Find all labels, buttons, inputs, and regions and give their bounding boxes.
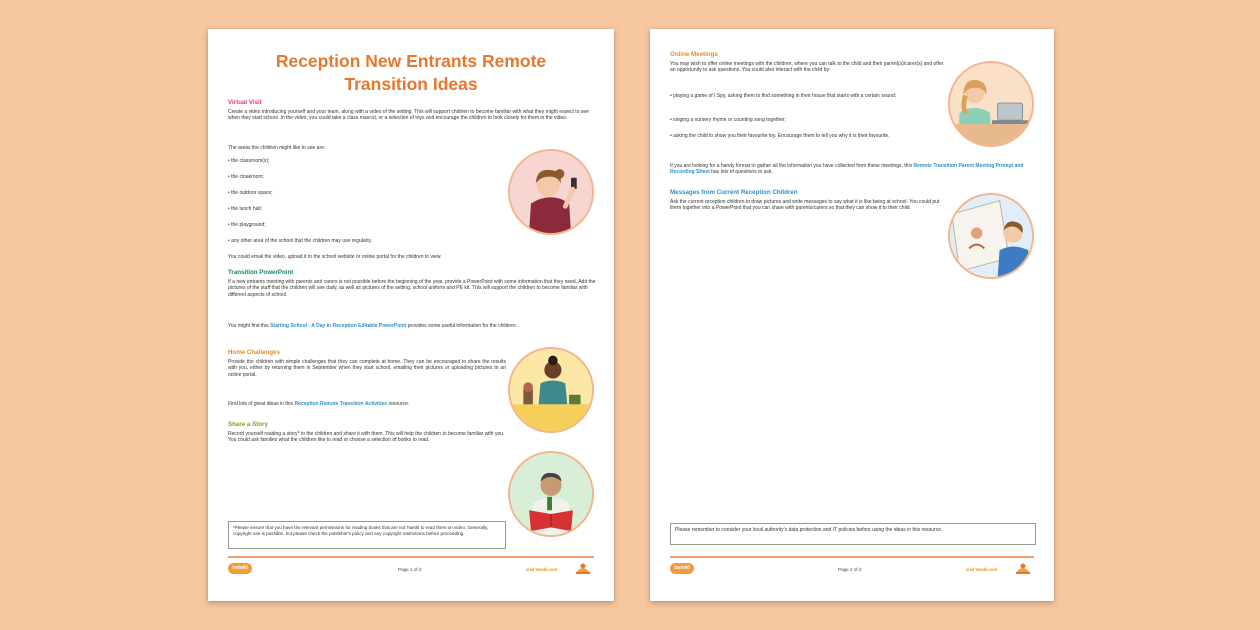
bullet-item: • playing a game of I Spy, asking them to find something in their house that starts with a certain sound; <box>670 93 897 99</box>
page-title-line-1: Reception New Entrants Remote <box>275 51 547 71</box>
safeguarding-note-box: Please remember to consider your local authority's data protection and IT policies before using the ideas in this resource. <box>670 523 1036 545</box>
twinkl-logo: twinkl <box>228 563 252 574</box>
footer-url: visit twinkl.com <box>526 567 558 572</box>
parent-meeting-prompt-link[interactable]: Remote Transition Parent Meeting Prompt and Recording Sheet <box>670 163 1024 176</box>
page-number: Page 1 of 2 <box>398 567 422 572</box>
reading-book-icon <box>510 453 592 535</box>
heading-share-a-story: Share a Story <box>228 421 268 428</box>
document-page-2 <box>650 29 1054 601</box>
home-challenges-text: Provide the children with simple challenges that they can complete at home. They can be encouraged to share the results with you, either by returning them in September when they start school, emailing their pictures or uploading pictures to an online portal. <box>228 359 506 378</box>
page-title-line-2: Transition Ideas <box>344 74 478 94</box>
teacher-reading-illustration <box>508 451 594 537</box>
footer-divider <box>228 556 594 558</box>
bullet-item: • the lunch hall; <box>228 206 262 212</box>
virtual-visit-areas-intro: The areas the children might like to see are: <box>228 145 326 151</box>
bullet-item: • the playground; <box>228 222 266 228</box>
transition-powerpoint-text: If a new entrants meeting with parents and carers is not possible before the beginning of the year, provide a PowerPoint with some information that they need. Add the pictures of the staff that the children will see daily, as well as pictures of the setting, school uniform and PE kit. This will support the children to become familiar with different aspects of school. <box>228 279 596 298</box>
page-number: Page 2 of 2 <box>838 567 862 572</box>
laptop-meeting-icon <box>950 63 1032 145</box>
teacher-selfie-illustration <box>508 149 594 235</box>
teacher-selfie-icon <box>510 151 592 233</box>
heading-messages-from-children: Messages from Current Reception Children <box>670 189 798 196</box>
twinkl-logo: twinkl <box>670 563 694 574</box>
bullet-item: • asking the child to show you their favourite toy. Encourage them to tell you why it is their favourite. <box>670 133 890 139</box>
child-activity-icon <box>510 349 592 431</box>
heading-home-challenges: Home Challenges <box>228 349 280 356</box>
brand-mark-icon <box>574 561 592 575</box>
starting-school-link[interactable]: Starting School - A Day in Reception Editable PowerPoint <box>270 323 407 329</box>
online-meetings-link-paragraph: If you are looking for a handy format to gather all the information you have collected from these meetings, this Remote Transition Parent Meeting Prompt and Recording Sheet has lots of questions to ask. <box>670 163 1024 176</box>
document-page-1 <box>208 29 614 601</box>
heading-transition-powerpoint: Transition PowerPoint <box>228 269 294 276</box>
bullet-item: • the cloakroom; <box>228 174 264 180</box>
drawing-picture-icon <box>950 195 1032 277</box>
footer-url: visit twinkl.com <box>966 567 998 572</box>
bullet-item: • the classroom(s); <box>228 158 270 164</box>
share-a-story-text: Record yourself reading a story* to the children and share it with them. This will help the children to become familiar with you. You could ask families what the children like to read or choose a selection of books to read. <box>228 431 505 444</box>
virtual-visit-closing: You could email the video, upload it to the school website or online portal for the children to view. <box>228 254 442 260</box>
home-challenges-link-paragraph: Find lots of great ideas in this Reception Remote Transition Activities resource. <box>228 401 410 407</box>
virtual-visit-intro: Create a video introducing yourself and your team, along with a video of the setting. This will support children to become familiar with what they might expect to see when they start school. In the video, you could take a class mascot, or a selection of toys and encourage the children to look closely for them in the video. <box>228 109 589 122</box>
messages-text: Ask the current reception children to draw pictures and write messages to say what it is like being at school. You could put them together into a PowerPoint that you can share with parents/carers so that they can show it to their child. <box>670 199 940 212</box>
remote-transition-activities-link[interactable]: Reception Remote Transition Activities <box>294 401 388 407</box>
heading-virtual-visit: Virtual Visit <box>228 99 262 106</box>
bullet-item: • the outdoor space; <box>228 190 273 196</box>
child-drawing-illustration <box>948 193 1034 279</box>
bullet-item: • singing a nursery rhyme or counting song together; <box>670 117 786 123</box>
online-meeting-illustration <box>948 61 1034 147</box>
transition-powerpoint-link-paragraph: You might find this Starting School - A Day in Reception Editable PowerPoint provides some useful information for the children. <box>228 323 518 329</box>
footer-divider <box>670 556 1034 558</box>
heading-online-meetings: Online Meetings <box>670 51 718 58</box>
copyright-note-box: *Please ensure that you have the relevant permissions for reading books that are not Twinkl to read them on video. Generally, copyright use is possible, but please check the publisher's policy and any copyright restrictions before proceeding. <box>228 521 506 549</box>
online-meetings-text: You may wish to offer online meetings with the children, where you can talk to the child and their parent(s)/carer(s) and offer an opportunity to ask questions. You could also interact with the child by: <box>670 61 944 74</box>
brand-mark-icon <box>1014 561 1032 575</box>
child-at-table-illustration <box>508 347 594 433</box>
bullet-item: • any other area of the school that the children may use regularly. <box>228 238 372 244</box>
